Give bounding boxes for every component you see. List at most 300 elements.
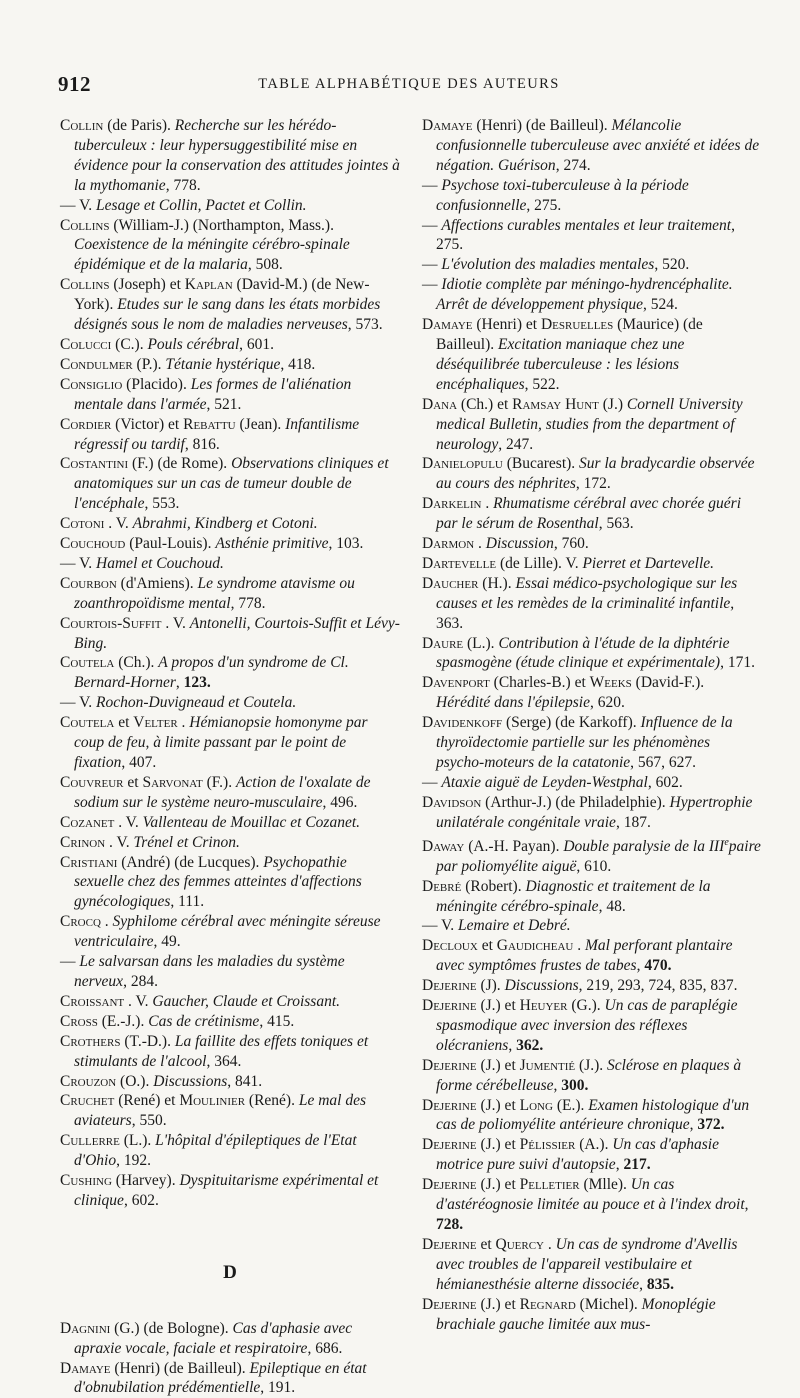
entry-segment: (Henri) (de Bailleul). <box>476 117 612 134</box>
entry-segment: 835. <box>646 1275 675 1293</box>
index-entry <box>60 813 400 833</box>
entry-segment: , 601. <box>239 335 275 353</box>
entry-segment: (F.). <box>206 773 236 791</box>
entry-segment: Jumentié <box>519 1056 576 1074</box>
entry-segment: . <box>104 913 113 931</box>
entry-segment: Discussion <box>485 535 554 553</box>
entry-segment: Vallenteau de Mouillac et Cozanet. <box>142 813 361 831</box>
entry-segment: Syphilome cérébral avec méningite séreuse ventriculaire <box>74 913 381 951</box>
entry-segment: Sarvonat <box>142 773 203 791</box>
entry-segment: , 567, 627. <box>630 754 697 771</box>
index-entry <box>422 534 762 554</box>
entry-segment: (J.) et <box>480 1295 520 1313</box>
index-entry <box>60 335 400 355</box>
entry-segment: Darkelin <box>422 495 482 513</box>
entry-segment: , <box>636 957 645 975</box>
entry-segment: Collins <box>60 216 110 234</box>
entry-segment: (T.-D.). <box>124 1032 175 1050</box>
entry-segment: , 524. <box>643 296 678 314</box>
entry-segment: Cozanet <box>60 813 115 831</box>
entry-segment: Cross <box>60 1012 98 1030</box>
entry-segment: Lemaire et Debré. <box>458 917 571 935</box>
entry-segment: , 816. <box>184 435 220 453</box>
index-entry <box>422 1056 762 1096</box>
index-entry <box>60 216 400 276</box>
index-entry <box>60 355 400 375</box>
entry-segment: , 191. <box>260 1379 296 1397</box>
entry-segment: , 187. <box>615 813 651 831</box>
entry-segment: Ramsay Hunt <box>512 395 599 413</box>
index-entry <box>60 375 400 415</box>
entry-segment: Coutela <box>60 654 115 672</box>
index-entry <box>422 554 762 574</box>
index-entry <box>60 693 400 713</box>
entry-segment: (A.). <box>579 1136 613 1154</box>
entry-segment: (Charles-B.) et <box>493 674 590 692</box>
entry-segment: — <box>422 176 442 194</box>
entry-segment: Observations cliniques et anatomiques sur un cas de tumeur double de l'encéphale <box>74 455 389 513</box>
entry-segment: Mal perforant plantaire avec symptômes frustes de tabes <box>436 937 733 975</box>
entry-segment: 728. <box>436 1216 464 1233</box>
entry-segment: (Arthur-J.) (de Philadelphie). <box>485 793 670 811</box>
entry-segment: (Ch.). <box>118 654 159 672</box>
entry-segment: Epileptique en état d'obnubilation prédémentielle <box>74 1359 367 1397</box>
entry-segment: (Bucarest). <box>506 455 580 473</box>
entry-segment: Dana <box>422 395 458 413</box>
entry-segment: Regnard <box>519 1295 576 1313</box>
entry-segment: , 172. <box>575 475 611 493</box>
entry-segment: Crinon <box>60 833 106 851</box>
entry-segment: Davenport <box>422 674 490 692</box>
entry-segment: (Henri) et <box>476 316 541 334</box>
entry-segment: , <box>615 1156 624 1174</box>
index-entry <box>422 574 762 634</box>
entry-segment: (H.). <box>482 574 516 592</box>
entry-segment: Dejerine <box>422 1096 477 1114</box>
entry-segment: (Paul-Louis). <box>129 535 216 553</box>
entry-segment: (G.). <box>571 997 605 1015</box>
index-entry <box>422 916 762 936</box>
index-entry <box>60 1012 400 1032</box>
entry-segment: (C.). <box>115 335 148 353</box>
entry-segment: Debré <box>422 877 462 895</box>
entry-segment: (de Paris). <box>107 117 175 134</box>
entry-segment: — <box>422 216 442 234</box>
entry-segment: Crouzon <box>60 1072 117 1090</box>
entry-segment: Courbon <box>60 574 117 592</box>
entry-segment: Dejerine <box>422 1295 477 1313</box>
entry-segment: 470. <box>644 957 672 975</box>
entry-segment: Long <box>519 1096 553 1114</box>
entry-segment: Le salvarsan dans les maladies du système nerveux <box>74 953 345 990</box>
entry-segment: Crocq <box>60 913 101 931</box>
entry-segment: Dejerine <box>422 977 477 995</box>
left-column <box>60 116 400 1398</box>
entry-segment: Cornell University medical Bulletin, studies from the department of neurology <box>436 395 743 453</box>
index-entry <box>422 454 762 494</box>
right-column <box>422 116 762 1334</box>
page-number: 912 <box>58 72 91 96</box>
entry-segment: — V. <box>60 554 97 572</box>
entry-segment: Cotoni <box>60 515 105 533</box>
index-entry <box>422 713 762 773</box>
index-entry <box>60 1091 400 1131</box>
entry-segment: (E.). <box>556 1096 589 1114</box>
index-entry <box>422 255 762 275</box>
entry-segment: Asthénie primitive <box>215 535 329 553</box>
entry-segment: Cristiani <box>60 853 118 871</box>
index-entry <box>422 1135 762 1175</box>
index-entry <box>60 116 400 196</box>
index-entry <box>422 996 762 1056</box>
index-entry <box>60 415 400 455</box>
index-entry <box>60 1072 400 1092</box>
entry-segment: (L.). <box>123 1132 156 1150</box>
entry-segment: Dejerine <box>422 997 477 1015</box>
entry-segment: Infantilisme régressif ou tardif <box>74 415 360 453</box>
index-entry <box>422 1175 762 1235</box>
entry-segment: . <box>181 714 190 732</box>
entry-segment: , <box>175 674 184 692</box>
entry-segment: — V. <box>60 694 97 712</box>
index-entry <box>60 1131 400 1171</box>
entry-segment: (J.) et <box>480 1056 520 1074</box>
entry-segment: , 247. <box>498 435 534 453</box>
entry-segment: Coutela <box>60 714 115 732</box>
index-entry <box>422 673 762 713</box>
index-entry <box>422 1235 762 1295</box>
index-entry <box>60 514 400 534</box>
entry-segment: Collin <box>60 117 104 134</box>
entry-segment: (G.) (de Bologne). <box>114 1319 233 1337</box>
entry-segment: Dejerine <box>422 1136 477 1154</box>
entry-segment: (André) (de Lucques). <box>121 853 264 871</box>
entry-segment: La faillite des effets toniques et stimulants de l'alcool <box>74 1032 369 1070</box>
index-entry <box>60 912 400 952</box>
entry-segment: , 573. <box>347 316 383 334</box>
entry-segment: Etudes sur le sang dans les états morbides désignés sous le nom de maladies nerveuses <box>74 296 381 334</box>
index-entry <box>60 653 400 693</box>
index-entry <box>422 634 762 674</box>
entry-segment: , 602. <box>647 773 683 791</box>
entry-segment: Daure <box>422 634 464 652</box>
entry-segment: , 602. <box>123 1191 159 1209</box>
entry-segment: , 363. <box>436 594 735 632</box>
entry-segment: Moulinier <box>179 1092 246 1110</box>
entry-segment: Davidenkoff <box>422 714 503 732</box>
entry-segment: Antonelli, Courtois-Suffit et Lévy-Bing. <box>74 614 400 652</box>
entry-segment: — V. <box>60 196 97 214</box>
entry-segment: , 620. <box>589 694 625 712</box>
entry-segment: , 103. <box>328 535 364 553</box>
entry-segment: Cullerre <box>60 1132 120 1150</box>
index-entry <box>60 275 400 335</box>
entry-segment: (A.-H. Payan). <box>468 837 564 855</box>
entry-segment: 123. <box>183 674 211 692</box>
entry-segment: paire par poliomyélite aiguë <box>436 837 761 875</box>
entry-segment: Un cas d'aphasie motrice pure suivi d'autopsie <box>436 1136 719 1174</box>
entry-segment: , <box>689 1116 698 1134</box>
index-entry <box>60 534 400 554</box>
entry-segment: — V. <box>422 917 459 935</box>
entry-segment: , 48. <box>598 897 626 915</box>
entry-segment: Trénel et Crinon. <box>133 833 240 851</box>
entry-segment: , 550. <box>131 1112 167 1130</box>
entry-segment: , 760. <box>553 535 589 553</box>
index-entry <box>422 877 762 917</box>
entry-segment: , <box>508 1036 517 1054</box>
entry-segment: Les formes de l'aliénation mentale dans l'armée <box>74 375 352 413</box>
entry-segment: , <box>639 1275 647 1293</box>
entry-segment: Condulmer <box>60 355 133 373</box>
entry-segment: Un cas de syndrome d'Avellis avec troubles de l'appareil vestibulaire et hémianesthésie alterne dissociée <box>436 1235 738 1293</box>
entry-segment: Quercy <box>495 1235 544 1253</box>
entry-segment: Affections curables mentales et leur traitement <box>441 216 732 234</box>
entry-segment: . <box>547 1235 556 1253</box>
entry-segment: Daucher <box>422 574 479 592</box>
entry-segment: (Mlle). <box>583 1176 631 1194</box>
entry-segment: et <box>480 1235 496 1253</box>
index-entry <box>60 1171 400 1211</box>
entry-segment: L'hôpital d'épileptiques de l'Etat d'Ohio <box>74 1132 357 1170</box>
entry-segment: — <box>422 773 442 791</box>
entry-segment: Discussions <box>153 1072 228 1090</box>
entry-segment: (d'Amiens). <box>120 574 198 592</box>
index-entry <box>60 1032 400 1072</box>
entry-segment: 300. <box>561 1076 589 1094</box>
entry-segment: et <box>127 773 143 791</box>
entry-segment: Abrahmi, Kindberg et Cotoni. <box>132 515 318 533</box>
entry-segment: (Serge) (de Karkoff). <box>505 714 641 732</box>
entry-segment: Dartevelle <box>422 554 497 572</box>
entry-segment: , 686. <box>307 1339 343 1357</box>
entry-segment: — <box>422 276 442 294</box>
entry-segment: e <box>724 836 729 848</box>
entry-segment: Colucci <box>60 335 112 353</box>
running-title: TABLE ALPHABÉTIQUE DES AUTEURS <box>258 76 560 92</box>
entry-segment: Danielopulu <box>422 455 503 473</box>
entry-segment: (J.) <box>602 395 627 413</box>
entry-segment: Sclérose en plaques à forme cérébelleuse <box>436 1056 742 1094</box>
index-entry <box>60 196 400 216</box>
entry-segment: 362. <box>516 1036 544 1054</box>
entry-segment: Discussions <box>504 977 579 995</box>
entry-segment: Idiotie complète par méningo-hydrencéphalite. Arrêt de développement physique <box>436 276 733 314</box>
index-entry <box>60 454 400 514</box>
entry-segment: . <box>577 937 585 955</box>
entry-segment: Costantini <box>60 455 129 473</box>
entry-segment: , 284. <box>123 972 158 990</box>
entry-segment: Rhumatisme cérébral avec chorée guéri par le sérum de Rosenthal <box>436 495 742 533</box>
entry-segment: , 274. <box>555 156 591 174</box>
entry-segment: Psychopathie sexuelle chez des femmes atteintes d'affections gynécologiques <box>74 853 362 911</box>
entry-segment: . V. <box>118 813 143 831</box>
entry-segment: (René) et <box>118 1092 180 1110</box>
entry-segment: Sur la bradycardie observée au cours des néphrites <box>436 455 755 493</box>
entry-segment: et <box>481 937 497 955</box>
entry-segment: Action de l'oxalate de sodium sur le système neuro-musculaire <box>74 773 371 811</box>
entry-segment: , 521. <box>206 395 242 413</box>
entry-segment: (J). <box>480 977 505 995</box>
entry-segment: — <box>60 953 80 971</box>
entry-segment: Consiglio <box>60 375 123 393</box>
entry-segment: Un cas d'astéréognosie limitée au pouce et à l'index droit <box>436 1176 745 1214</box>
index-entry <box>60 833 400 853</box>
entry-segment: Pierret et Dartevelle. <box>582 554 715 572</box>
index-entry <box>60 952 400 992</box>
entry-segment: 372. <box>697 1116 725 1134</box>
entry-segment: , 841. <box>227 1072 263 1090</box>
entry-segment: Contribution à l'étude de la diphtérie spasmogène (étude clinique et expérimentale) <box>436 634 730 672</box>
entry-segment: 217. <box>623 1156 651 1174</box>
entry-segment: (J.) et <box>480 1176 520 1194</box>
index-entry <box>422 793 762 833</box>
entry-segment: , 111. <box>170 893 205 911</box>
entry-segment: (Michel). <box>579 1295 642 1313</box>
index-entry <box>422 395 762 455</box>
entry-segment: (Ch.) et <box>460 395 513 413</box>
entry-segment: (O.). <box>120 1072 154 1090</box>
entry-segment: Pelletier <box>519 1176 580 1194</box>
entry-segment: Couvreur <box>60 773 124 791</box>
entry-segment: Velter <box>133 714 178 732</box>
entry-segment: . V. <box>128 992 153 1010</box>
entry-segment: Hamel et Couchoud. <box>96 554 224 572</box>
entry-segment: Dejerine <box>422 1176 477 1194</box>
entry-segment: (L.). <box>467 634 499 652</box>
entry-segment: , 418. <box>280 355 316 373</box>
entry-segment: Heuyer <box>519 997 568 1015</box>
entry-segment: (Henri) (de Bailleul). <box>114 1359 250 1377</box>
entry-segment: (David-M.) (de New-York). <box>74 276 370 314</box>
index-entry <box>60 853 400 913</box>
entry-segment: (J.) et <box>480 1096 520 1114</box>
entry-segment: , 522. <box>524 375 560 393</box>
index-entry <box>60 713 400 773</box>
entry-segment: Hypertrophie unilatérale congénitale vraie <box>436 793 753 831</box>
entry-segment: Hémianopsie homonyme par coup de feu, à limite passant par le point de fixation <box>74 714 368 771</box>
entry-segment: Dejerine <box>422 1056 477 1074</box>
entry-segment: Excitation maniaque chez une déséquilibrée tuberculeuse : les lésions encéphaliques <box>436 335 685 393</box>
entry-segment: Davidson <box>422 793 482 811</box>
entry-segment: Cas de crétinisme <box>148 1012 260 1030</box>
entry-segment: (Victor) et <box>115 415 184 433</box>
entry-segment: . <box>485 495 494 513</box>
entry-segment: Damaye <box>422 117 473 134</box>
entry-segment: , 275. <box>436 216 735 254</box>
entry-segment: , 407. <box>121 754 157 771</box>
entry-segment: (P.). <box>136 355 166 373</box>
entry-segment: Psychose toxi-tuberculeuse à la période confusionnelle <box>436 176 689 214</box>
entry-segment: Desruelles <box>540 316 614 334</box>
entry-segment: , 364. <box>206 1052 242 1070</box>
entry-segment: Lesage et Collin, Pactet et Collin. <box>96 196 307 214</box>
entry-segment: , 508. <box>247 256 283 274</box>
entry-segment: Essai médico-psychologique sur les causes et les remèdes de la criminalité infantile <box>436 574 738 612</box>
entry-segment: Tétanie hystérique <box>165 355 281 373</box>
entry-segment: , 610. <box>576 857 612 875</box>
entry-segment: (Jean). <box>239 415 286 433</box>
index-entry <box>60 614 400 654</box>
entry-segment: Decloux <box>422 937 478 955</box>
entry-segment: (Robert). <box>465 877 526 895</box>
index-entry <box>422 833 762 877</box>
entry-segment: Cas d'aphasie avec apraxie vocale, faciale et respiratoire <box>74 1319 353 1357</box>
entry-segment: , 275. <box>526 196 562 214</box>
entry-segment: Gaucher, Claude et Croissant. <box>152 992 340 1010</box>
entry-segment: Monoplégie brachiale gauche limitée aux mus- <box>436 1295 716 1333</box>
entry-segment: , <box>744 1196 749 1214</box>
entry-segment: , 520. <box>654 256 690 274</box>
entry-segment: Cordier <box>60 415 112 433</box>
entry-segment: — <box>422 256 442 274</box>
entry-segment: et <box>118 714 134 732</box>
index-entry <box>422 936 762 976</box>
entry-segment: Couchoud <box>60 535 126 553</box>
index-entry <box>60 574 400 614</box>
entry-segment: Crothers <box>60 1032 121 1050</box>
entry-segment: Ataxie aiguë de Leyden-Westphal <box>441 773 648 791</box>
entry-segment: . V. <box>165 614 190 632</box>
index-entry <box>422 216 762 256</box>
entry-segment: , 219, 293, 724, 835, 837. <box>578 977 738 995</box>
entry-segment: (René). <box>248 1092 299 1110</box>
entry-segment: , 563. <box>598 515 634 533</box>
index-entry <box>422 275 762 315</box>
index-entry <box>60 1319 400 1359</box>
entry-segment: (Joseph) et <box>113 276 185 294</box>
section-heading-d: D <box>223 1261 237 1283</box>
entry-segment: . <box>478 535 486 553</box>
entry-segment: Influence de la thyroïdectomie partielle sur les phénomènes psycho-moteurs de la catatonie <box>436 714 733 771</box>
entry-segment: Rebattu <box>183 415 236 433</box>
entry-segment: Pélissier <box>519 1136 576 1154</box>
entry-segment: Diagnostic et traitement de la méningite cérébro-spinale <box>436 877 711 915</box>
entry-segment: . V. <box>109 833 134 851</box>
index-entry <box>422 1096 762 1136</box>
entry-segment: Darmon <box>422 535 475 553</box>
entry-segment: , 192. <box>116 1152 151 1170</box>
entry-segment: (J.). <box>579 1056 608 1074</box>
entry-segment: L'évolution des maladies mentales <box>441 256 655 274</box>
entry-segment: Un cas de paraplégie spasmodique avec inversion des réflexes olécraniens <box>436 997 738 1054</box>
entry-segment: (Harvey). <box>115 1172 180 1190</box>
entry-segment: Le mal des aviateurs <box>74 1092 367 1130</box>
entry-segment: A propos d'un syndrome de Cl. Bernard-Horner <box>74 654 349 692</box>
entry-segment: Examen histologique d'un cas de poliomyélite antérieure chronique <box>436 1096 750 1134</box>
entry-segment: , 778. <box>165 176 201 194</box>
index-entry <box>60 1359 400 1398</box>
entry-segment: , 171. <box>720 654 755 672</box>
entry-segment: (Placido). <box>126 375 191 393</box>
entry-segment: Coexistence de la méningite cérébro-spinale épidémique et de la malaria <box>74 236 350 274</box>
entry-segment: Kaplan <box>184 276 233 294</box>
entry-segment: Dyspituitarisme expérimental et clinique <box>74 1172 379 1209</box>
index-entry <box>422 1295 762 1335</box>
entry-segment: Cruchet <box>60 1092 115 1110</box>
entry-segment: Dejerine <box>422 1235 477 1253</box>
index-entry <box>422 773 762 793</box>
entry-segment: Croissant <box>60 992 125 1010</box>
entry-segment: Hérédité dans l'épilepsie <box>436 694 590 712</box>
entry-segment: , <box>553 1076 562 1094</box>
entry-segment: Daway <box>422 837 465 855</box>
entry-segment: (E.-J.). <box>101 1012 149 1030</box>
entry-segment: Dagnini <box>60 1319 111 1337</box>
entry-segment: (F.) (de Rome). <box>132 455 232 473</box>
index-entry <box>60 773 400 813</box>
entry-segment: . V. <box>108 515 133 533</box>
